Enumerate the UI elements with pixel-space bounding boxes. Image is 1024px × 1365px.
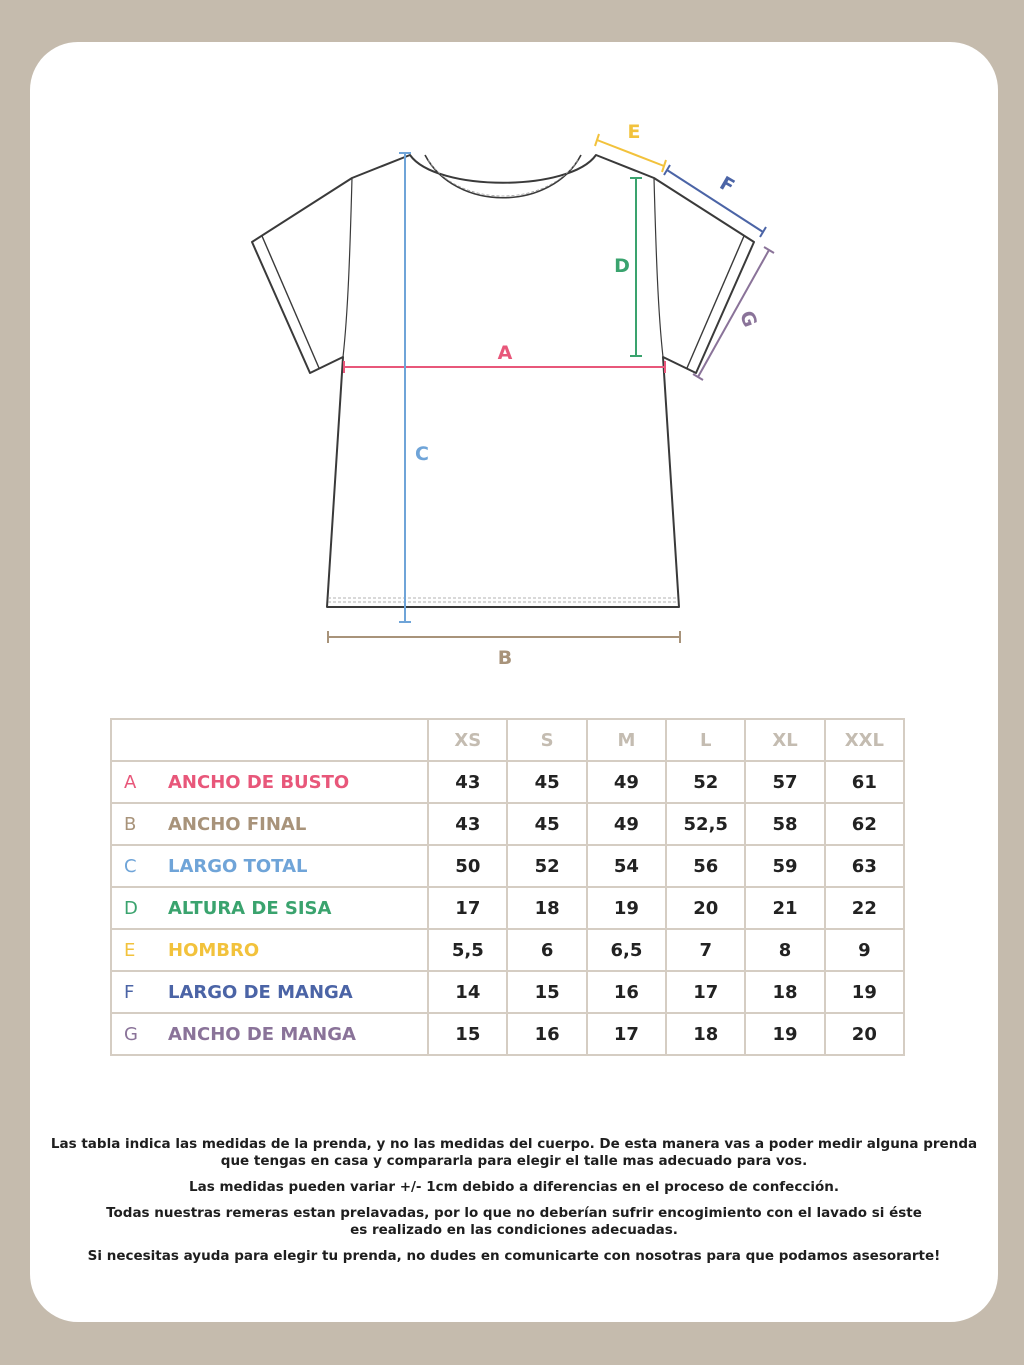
measure-label-cell xyxy=(111,929,428,971)
value-cell: 16 xyxy=(507,1013,586,1055)
value-cell: 22 xyxy=(825,887,904,929)
measure-name: LARGO DE MANGA xyxy=(168,981,353,1003)
note-line: Si necesitas ayuda para elegir tu prenda, no dudes en comunicarte con nosotras para que podamos asesorarte! xyxy=(87,1248,941,1264)
measure-label-cell xyxy=(111,761,428,803)
value-cell: 19 xyxy=(587,887,666,929)
measure-name: ANCHO DE MANGA xyxy=(168,1023,356,1045)
table-row-g xyxy=(111,1013,904,1055)
note-prewashed xyxy=(30,1205,998,1239)
value-cell: 20 xyxy=(666,887,745,929)
value-cell: 59 xyxy=(745,845,824,887)
value-cell: 49 xyxy=(587,761,666,803)
table-row-e xyxy=(111,929,904,971)
value-cell: 45 xyxy=(507,761,586,803)
value-cell: 6 xyxy=(507,929,586,971)
diagram-label-b: B xyxy=(497,647,513,669)
size-notes xyxy=(30,1136,998,1274)
value-cell: 16 xyxy=(587,971,666,1013)
note-line: es realizado en las condiciones adecuadas. xyxy=(350,1222,678,1238)
tshirt-diagram xyxy=(30,42,998,722)
measure-name: ALTURA DE SISA xyxy=(168,897,332,919)
value-cell: 6,5 xyxy=(587,929,666,971)
measure-label-cell xyxy=(111,971,428,1013)
value-cell: 5,5 xyxy=(428,929,507,971)
value-cell: 17 xyxy=(428,887,507,929)
value-cell: 19 xyxy=(825,971,904,1013)
note-line: Las medidas pueden variar +/- 1cm debido a diferencias en el proceso de confección. xyxy=(189,1179,839,1195)
value-cell: 62 xyxy=(825,803,904,845)
value-cell: 52 xyxy=(507,845,586,887)
measure-name: ANCHO FINAL xyxy=(168,813,307,835)
size-header-l: L xyxy=(666,719,745,761)
value-cell: 49 xyxy=(587,803,666,845)
measure-letter: G xyxy=(124,1023,138,1045)
value-cell: 52 xyxy=(666,761,745,803)
size-table xyxy=(110,718,905,1056)
size-header-xs: XS xyxy=(428,719,507,761)
table-row-d xyxy=(111,887,904,929)
value-cell: 45 xyxy=(507,803,586,845)
size-header-m: M xyxy=(587,719,666,761)
size-header-s: S xyxy=(507,719,586,761)
diagram-label-c: C xyxy=(415,443,429,465)
value-cell: 57 xyxy=(745,761,824,803)
value-cell: 15 xyxy=(507,971,586,1013)
measure-label-cell xyxy=(111,1013,428,1055)
note-tolerance xyxy=(30,1179,998,1196)
table-row-c xyxy=(111,845,904,887)
value-cell: 50 xyxy=(428,845,507,887)
diagram-label-d: D xyxy=(614,255,630,277)
value-cell: 54 xyxy=(587,845,666,887)
value-cell: 8 xyxy=(745,929,824,971)
diagram-label-g: G xyxy=(734,307,762,331)
measure-label-cell xyxy=(111,887,428,929)
value-cell: 17 xyxy=(587,1013,666,1055)
diagram-label-e: E xyxy=(627,121,641,143)
note-line: Todas nuestras remeras estan prelavadas, por lo que no deberían sufrir encogimiento con el lavado si éste xyxy=(106,1205,922,1221)
value-cell: 43 xyxy=(428,761,507,803)
value-cell: 21 xyxy=(745,887,824,929)
value-cell: 63 xyxy=(825,845,904,887)
value-cell: 18 xyxy=(745,971,824,1013)
measure-letter: C xyxy=(124,855,137,877)
value-cell: 14 xyxy=(428,971,507,1013)
measure-letter: F xyxy=(124,981,135,1003)
size-header-row xyxy=(111,719,904,761)
measure-letter: E xyxy=(124,939,136,961)
measure-letter: D xyxy=(124,897,138,919)
measure-line-b xyxy=(328,631,680,643)
value-cell: 7 xyxy=(666,929,745,971)
measure-name: HOMBRO xyxy=(168,939,260,961)
value-cell: 56 xyxy=(666,845,745,887)
value-cell: 58 xyxy=(745,803,824,845)
measure-name: ANCHO DE BUSTO xyxy=(168,771,350,793)
table-row-f xyxy=(111,971,904,1013)
note-contact xyxy=(30,1248,998,1265)
table-row-a xyxy=(111,761,904,803)
table-row-b xyxy=(111,803,904,845)
size-header-xl: XL xyxy=(745,719,824,761)
diagram-label-a: A xyxy=(497,342,513,364)
note-line: Las tabla indica las medidas de la prenda, y no las medidas del cuerpo. De esta manera vas a poder medir alguna prenda xyxy=(50,1136,978,1152)
size-header-xxl: XXL xyxy=(825,719,904,761)
value-cell: 43 xyxy=(428,803,507,845)
value-cell: 52,5 xyxy=(666,803,745,845)
header-empty-cell xyxy=(111,719,428,761)
value-cell: 18 xyxy=(666,1013,745,1055)
value-cell: 61 xyxy=(825,761,904,803)
measure-letter: A xyxy=(124,771,137,793)
value-cell: 19 xyxy=(745,1013,824,1055)
value-cell: 17 xyxy=(666,971,745,1013)
value-cell: 18 xyxy=(507,887,586,929)
measure-name: LARGO TOTAL xyxy=(168,855,308,877)
diagram-label-f: F xyxy=(715,172,739,198)
note-line: que tengas en casa y compararla para elegir el talle mas adecuado para vos. xyxy=(220,1153,808,1169)
measure-letter: B xyxy=(124,813,137,835)
note-measurement-info xyxy=(30,1136,998,1170)
value-cell: 9 xyxy=(825,929,904,971)
measure-label-cell xyxy=(111,845,428,887)
measure-label-cell xyxy=(111,803,428,845)
value-cell: 20 xyxy=(825,1013,904,1055)
size-guide-card xyxy=(30,42,998,1322)
tshirt-illustration xyxy=(30,42,998,722)
value-cell: 15 xyxy=(428,1013,507,1055)
